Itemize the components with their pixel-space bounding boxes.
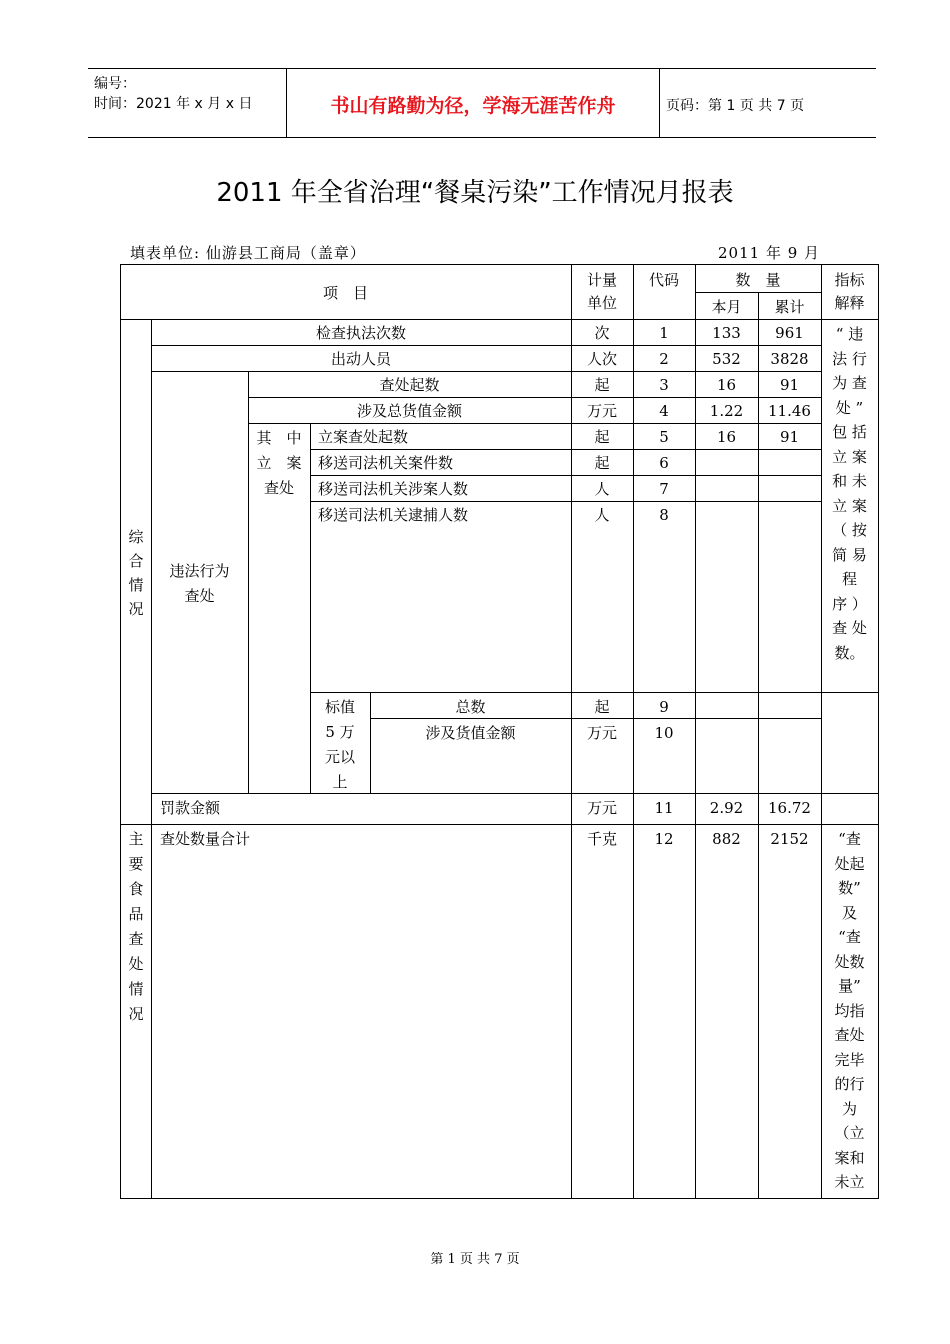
row-code: 11 — [654, 799, 674, 817]
row-cumulative: 91 — [779, 376, 800, 394]
note-line: 及 — [841, 903, 857, 922]
page-label: 页码：第 1 页 共 7 页 — [666, 98, 805, 114]
row-code: 10 — [654, 724, 674, 742]
note-line: 包 括 — [832, 423, 867, 441]
row-cumulative: 2152 — [770, 830, 809, 848]
row-code: 6 — [659, 454, 669, 472]
row-unit: 万元 — [586, 724, 617, 742]
note-line: “查 — [838, 830, 861, 848]
note-violation-definition — [821, 322, 878, 665]
row-unit: 次 — [594, 324, 610, 342]
column-header-note-line2: 解释 — [834, 294, 865, 312]
row-unit: 起 — [594, 376, 610, 394]
row-month: 532 — [712, 350, 741, 368]
row-unit: 起 — [594, 698, 610, 716]
row-code: 4 — [659, 402, 669, 420]
note-line: 查处 — [834, 1026, 865, 1044]
row-unit: 起 — [594, 454, 610, 472]
note-line: 程 — [841, 570, 857, 588]
row-label: 移送司法机关涉案人数 — [318, 480, 469, 498]
row-month: 882 — [712, 830, 741, 848]
row-unit: 人 — [594, 506, 610, 524]
row-cumulative: 961 — [775, 324, 804, 342]
column-header-month: 本月 — [711, 298, 742, 316]
row-label: 立案查处起数 — [318, 428, 409, 446]
row-label: 查处数量合计 — [160, 830, 251, 848]
note-line: 量” — [838, 977, 861, 995]
row-month: 16 — [716, 428, 737, 446]
page-footer: 第 1 页 共 7 页 — [430, 1252, 520, 1267]
note-line: 案和 — [834, 1148, 865, 1167]
row-cumulative: 11.46 — [768, 402, 811, 420]
row-code: 5 — [659, 428, 669, 446]
note-line: 为 查 — [832, 374, 867, 392]
row-label: 出动人员 — [330, 350, 391, 368]
note-line: 立 案 — [832, 447, 867, 466]
note-line: 立 案 — [832, 496, 867, 515]
section-case-sub-line1: 其 中 — [256, 429, 302, 447]
note-food-definition — [821, 827, 878, 1195]
row-cumulative: 16.72 — [768, 799, 811, 817]
note-line: 处数 — [834, 952, 865, 971]
row-month: 16 — [716, 376, 737, 394]
column-header-cumulative: 累计 — [774, 298, 805, 316]
row-month: 2.92 — [709, 799, 744, 817]
row-unit: 人次 — [586, 350, 617, 368]
row-label: 罚款金额 — [160, 799, 221, 817]
section-std-line4: 上 — [332, 773, 348, 791]
fill-unit: 填表单位: 仙游县工商局（盖章） — [130, 244, 366, 262]
note-line: 处 ” — [835, 398, 864, 417]
row-cumulative: 3828 — [770, 350, 809, 368]
note-line: 未立 — [834, 1173, 865, 1191]
row-unit: 万元 — [586, 799, 617, 817]
row-label: 检查执法次数 — [315, 324, 406, 342]
time-label: 时间：2021 年 x 月 x 日 — [94, 96, 253, 112]
row-code: 3 — [659, 376, 669, 394]
note-line: 查 处 — [832, 619, 867, 637]
row-cumulative: 91 — [779, 428, 800, 446]
column-header-unit-line1: 计量 — [586, 271, 617, 289]
row-label: 移送司法机关案件数 — [318, 454, 454, 472]
section-std-line2: 5 万 — [325, 723, 355, 741]
row-unit: 人 — [594, 480, 610, 498]
row-code: 9 — [659, 698, 669, 716]
report-date: 2011 年 9 月 — [718, 244, 821, 262]
row-code: 1 — [659, 324, 669, 342]
number-label: 编号： — [94, 76, 136, 92]
report-title: 2011 年全省治理“餐桌污染”工作情况月报表 — [216, 178, 734, 208]
row-label: 查处起数 — [379, 376, 440, 394]
row-label: 涉及总货值金额 — [356, 402, 462, 420]
column-header-code: 代码 — [648, 271, 679, 289]
row-code: 7 — [659, 480, 669, 498]
note-line: 数” — [838, 879, 861, 897]
row-label: 涉及货值金额 — [425, 724, 516, 742]
note-line: 完毕 — [834, 1050, 865, 1069]
section-food: 主要食品查处情况 — [128, 830, 144, 1023]
section-comprehensive: 综合情况 — [128, 528, 144, 618]
note-line: 数。 — [834, 643, 865, 662]
row-code: 2 — [659, 350, 669, 368]
note-line: 均指 — [834, 1001, 865, 1020]
note-line: 和 未 — [832, 472, 867, 490]
row-unit: 起 — [594, 428, 610, 446]
note-line: （立 — [834, 1124, 865, 1142]
note-line: 为 — [841, 1099, 857, 1118]
section-std-line1: 标值 — [324, 698, 355, 716]
row-label: 总数 — [455, 698, 486, 716]
motto-text: 书山有路勤为径，学海无涯苦作舟 — [330, 95, 616, 117]
note-line: 简 易 — [832, 545, 867, 564]
section-case-sub-line2: 立 案 — [256, 454, 302, 472]
column-header-note-line1: 指标 — [834, 271, 865, 289]
row-code: 8 — [659, 506, 669, 524]
note-line: （ 按 — [832, 521, 867, 539]
row-unit: 万元 — [586, 402, 617, 420]
column-header-unit-line2: 单位 — [586, 294, 617, 312]
note-line: 的行 — [834, 1075, 865, 1093]
note-line: “查 — [838, 928, 861, 946]
row-label: 移送司法机关逮捕人数 — [318, 506, 469, 524]
section-case-sub-line3: 查处 — [263, 479, 294, 497]
section-std-line3: 元以 — [324, 748, 355, 766]
note-line: 法 行 — [832, 349, 867, 368]
section-violation-line2: 查处 — [184, 587, 215, 605]
row-code: 12 — [654, 830, 674, 848]
note-line: 处起 — [834, 854, 865, 873]
row-month: 133 — [712, 324, 741, 342]
row-month: 1.22 — [709, 402, 744, 420]
column-header-quantity: 数 量 — [735, 271, 781, 289]
section-violation-line1: 违法行为 — [169, 562, 230, 580]
note-line: 序 ） — [832, 594, 867, 613]
note-line: “ 违 — [835, 325, 864, 343]
row-unit: 千克 — [586, 830, 617, 848]
column-header-item: 项 目 — [322, 284, 368, 302]
